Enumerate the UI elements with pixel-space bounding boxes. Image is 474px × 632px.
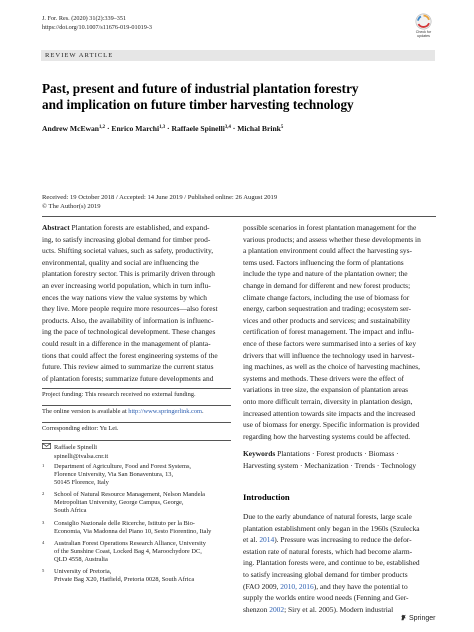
publisher-footer xyxy=(400,614,435,622)
abstract-line: ucts. Shifting societal values, such as safety, productivity, xyxy=(42,246,214,256)
badge-text-1: Check for xyxy=(415,30,432,34)
abstract-line: systems and methods. These drivers were the effect of xyxy=(243,373,405,383)
author-name[interactable]: Michal Brink xyxy=(237,124,281,133)
author-separator: · xyxy=(232,124,236,133)
citation-link[interactable]: 2002 xyxy=(269,604,285,614)
notes-divider xyxy=(42,388,231,389)
abstract-heading: Abstract xyxy=(42,223,70,232)
abstract-line: ing, to satisfy increasing global demand for timber prod- xyxy=(42,234,211,244)
author-affiliation-ref: 5 xyxy=(280,125,284,130)
abstract-line: possible scenarios in forest plantation management for the xyxy=(243,223,417,232)
author-separator: · xyxy=(167,124,170,133)
abstract-line: future. This review aimed to summarize the current status xyxy=(42,362,214,372)
keywords-line: Keywords Plantations · Forest products · Biomass · xyxy=(243,449,399,458)
affiliation-line: School of Natural Resource Management, Nelson Mandela xyxy=(54,491,206,498)
intro-line: et al. 2014). Pressure was increasing to reduce the defor- xyxy=(243,535,412,545)
abstract-line: plantation forestry sector. This is primarily driven through xyxy=(42,269,215,279)
affiliation-line: South Africa xyxy=(54,507,87,514)
affiliation-line: Australian Forest Operations Research Alliance, University xyxy=(54,540,206,547)
correspondence-name: Raffaele Spinelli xyxy=(54,444,98,451)
abstract-line: products. Also, the availability of information is influenc- xyxy=(42,315,214,325)
author-name[interactable]: Andrew McEwan xyxy=(42,124,100,133)
author-affiliation-ref: 3,4 xyxy=(224,125,231,130)
abstract-line: ing machines, as well as the choice of harvesting machines, xyxy=(243,362,420,372)
title-line: Past, present and future of industrial plantation forestry xyxy=(42,81,359,96)
correspondence-name-row xyxy=(42,443,231,453)
author-separator: · xyxy=(106,124,110,133)
journal-citation: J. For. Res. (2020) 31(2):339–351 xyxy=(42,15,127,22)
abstract-line: energy, carbon sequestration and trading; ecosystem ser- xyxy=(243,304,411,314)
intro-line: Due to the early abundance of natural forests, large scale xyxy=(243,512,412,521)
correspondence-email[interactable]: spinelli@ivalsa.cnr.it xyxy=(54,452,109,460)
citation-link[interactable]: 2014 xyxy=(259,535,275,545)
publication-dates xyxy=(42,193,277,211)
online-version-note: The online version is available at http://www.springerlink.com. xyxy=(42,408,204,415)
intro-line: plantation establishment only began in the 1960s (Szulecka xyxy=(243,523,420,533)
check-for-updates-badge[interactable] xyxy=(412,13,435,38)
introduction-heading: Introduction xyxy=(243,492,290,502)
abstract-line: could result in a difference in the management of planta- xyxy=(42,338,211,348)
doi-link[interactable]: https://doi.org/10.1007/s11676-019-01019-3 xyxy=(42,23,152,31)
springerlink-link[interactable]: http://www.springerlink.com xyxy=(128,408,203,415)
abstract-line: a plantation environment could affect the harvesting sys- xyxy=(243,246,413,256)
intro-line: (FAO 2009, 2010, 2016), and they have the potential to xyxy=(243,581,408,591)
editor-note: Corresponding editor: Yu Lei. xyxy=(42,425,119,432)
intro-line: supply the worlds entire wood needs (Fenning and Ger- xyxy=(243,593,409,603)
affiliation-line: QLD 4558, Australia xyxy=(54,556,108,563)
author-name[interactable]: Enrico Marchi xyxy=(111,124,160,133)
affiliation-number: 2 xyxy=(42,491,45,496)
intro-line: ing. Plantation forests were, and continue to be, established xyxy=(243,558,420,568)
keywords-line: Harvesting system · Mechanization · Trends · Technology xyxy=(243,460,417,470)
affiliation-line: Department of Agriculture, Food and Forest Systems, xyxy=(54,463,192,470)
affiliation-number: 5 xyxy=(42,568,45,573)
abstract-line: ences the way nations view the value systems by which xyxy=(42,292,208,302)
author-affiliation-ref: 1,3 xyxy=(159,125,166,130)
dates-line: Received: 19 October 2018 / Accepted: 14 June 2019 / Published online: 26 August 2019 xyxy=(42,194,278,201)
intro-line: to satisfy increasing global demand for timber products xyxy=(243,569,408,579)
publisher-name: Springer xyxy=(409,615,436,622)
affiliation-line: 50145 Florence, Italy xyxy=(54,479,109,486)
abstract-line: an ever increasing world population, which in turn influ- xyxy=(42,280,211,290)
keywords-heading: Keywords xyxy=(243,449,276,458)
affiliation-line: University of Pretoria, xyxy=(54,568,112,575)
affiliation-line: Economia, Via Madonna del Piano 10, Sesto Fiorentino, Italy xyxy=(54,528,212,535)
badge-text-2: updates xyxy=(417,34,430,38)
abstract-line: tions that could affect the forest engineering systems of the xyxy=(42,350,218,360)
abstract-line: use of biomass for energy. Specific information is provided xyxy=(243,420,420,430)
abstract-continued xyxy=(243,222,435,442)
notes-divider xyxy=(42,405,231,406)
abstract-section xyxy=(42,222,231,384)
abstract-line: they live. More people require more resources—also forest xyxy=(42,304,218,314)
affiliation-number: 4 xyxy=(42,540,45,545)
affiliation-number: 3 xyxy=(42,520,45,525)
abstract-line: vices and other products and services; and sustainability xyxy=(243,315,411,325)
affiliation-number: 1 xyxy=(42,463,45,468)
article-title xyxy=(42,81,402,112)
affiliation-line: Florence University, Via San Bonaventura, 13, xyxy=(54,471,174,478)
abstract-line: ing the pace of technological development. These changes xyxy=(42,327,216,337)
abstract-line: Abstract Plantation forests are established, and expand- xyxy=(42,223,210,232)
abstract-line: ence of these factors were summarised into a series of key xyxy=(243,338,417,348)
introduction-body xyxy=(243,511,435,615)
correspondence-block xyxy=(42,443,231,461)
author-name[interactable]: Raffaele Spinelli xyxy=(171,124,225,133)
keywords-section xyxy=(243,448,435,471)
abstract-line: regarding how the harvesting systems could be affected. xyxy=(243,431,411,441)
article-type-label: REVIEW ARTICLE xyxy=(45,51,114,59)
abstract-line: include the type and nature of the plantation owner; the xyxy=(243,269,408,279)
title-line: and implication on future timber harvesting technology xyxy=(42,96,354,112)
abstract-line: tems used. Factors influencing the form of plantations xyxy=(243,257,404,267)
affiliation-line: of the Sunshine Coast, Locked Bag 4, Maroochydore DC, xyxy=(54,548,202,555)
notes-divider xyxy=(42,422,231,423)
abstract-line: change in demand for different and new forest products; xyxy=(243,280,411,290)
citation-link[interactable]: 2010, 2016 xyxy=(280,581,314,591)
check-for-updates-icon xyxy=(415,13,432,30)
abstract-line: of plantation forests; summarize future developments and xyxy=(42,373,214,383)
abstract-line: climate change factors, including the use of biomass for xyxy=(243,292,410,302)
copyright-line: © The Author(s) 2019 xyxy=(42,203,101,210)
abstract-line: variations in tree size, the expansion of plantation areas xyxy=(243,385,409,395)
affiliation-line: Consiglio Nazionale delle Ricerche, Istituto per la Bio- xyxy=(54,520,195,527)
journal-header xyxy=(42,15,152,32)
funding-note: Project funding: This research received no external funding. xyxy=(42,391,196,398)
header-divider xyxy=(42,216,436,217)
notes-divider xyxy=(42,440,231,441)
abstract-line: certification of forest management. The impact and influ- xyxy=(243,327,414,337)
abstract-line: drivers that will influence the technology used in harvest- xyxy=(243,350,415,360)
affiliation-line: Private Bag X20, Hatfield, Pretoria 0028, South Africa xyxy=(54,576,195,583)
abstract-line: onto more difficult terrain, diversity in plantation design, xyxy=(243,396,413,406)
envelope-icon xyxy=(42,443,51,449)
abstract-line: environmental, quality and social are influencing the xyxy=(42,257,199,267)
intro-line: estation rate of natural forests, which had become alarm- xyxy=(243,546,413,556)
author-list xyxy=(42,124,442,133)
intro-line: shenzon 2002; Siry et al. 2005). Modern industrial xyxy=(243,604,394,614)
abstract-line: increased attention towards site impacts and the increased xyxy=(243,408,416,418)
affiliation-line: Metropolitan University, George Campus, George, xyxy=(54,499,184,506)
abstract-line: various products; and assess whether these developments in xyxy=(243,234,421,244)
author-affiliation-ref: 1,2 xyxy=(99,125,106,130)
springer-horse-icon xyxy=(400,614,407,621)
